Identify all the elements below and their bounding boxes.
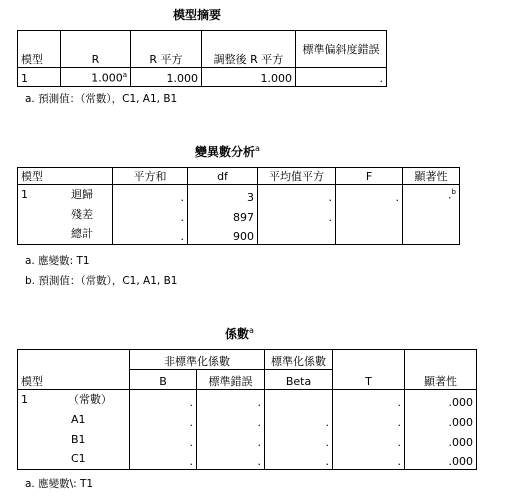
anova-header-sum-of-squares: 平方和 (113, 168, 188, 185)
model-summary-footnote-a: a. 預測值：（常數），C1, A1, B1 (25, 93, 178, 105)
coef-constant-b: . (130, 390, 197, 410)
coef-row-a1-label (18, 410, 130, 430)
coef-header-beta: Beta (265, 370, 333, 390)
coef-header-unstandardized: 非標準化係數 (130, 350, 265, 370)
coef-c1-label: C1 (71, 452, 86, 465)
anova-residual-f (336, 205, 403, 225)
coef-header-std-error: 標準錯誤 (197, 370, 265, 390)
cell-r-square: 1.000 (131, 68, 202, 87)
row-model-id: 1 (18, 68, 61, 87)
header-r-square: R 平方 (131, 31, 202, 68)
header-adjusted-r-square: 調整後 R 平方 (202, 31, 296, 68)
coef-a1-t: . (333, 410, 405, 430)
anova-residual-ss: . (113, 205, 188, 225)
coef-header-b: B (130, 370, 197, 390)
coef-c1-beta: . (265, 450, 333, 470)
coef-constant-significance: .000 (405, 390, 477, 410)
coefficients-footnote-a: a. 應變數\: T1 (25, 478, 94, 490)
anova-row-regression-label (18, 185, 113, 205)
anova-regression-sig-footnote-mark: b (451, 188, 456, 196)
anova-residual-significance (403, 205, 460, 225)
anova-header-df: df (188, 168, 258, 185)
anova-residual-df: 897 (188, 205, 258, 225)
coefficients-title-footnote-mark: a (249, 326, 254, 335)
anova-regression-f: . (336, 185, 403, 205)
anova-total-f (336, 225, 403, 245)
coef-b1-t: . (333, 430, 405, 450)
anova-regression-sig-value: . (448, 188, 452, 202)
anova-header-significance: 顯著性 (403, 168, 460, 185)
anova-footnote-b: b. 預測值：（常數），C1, A1, B1 (25, 275, 178, 287)
anova-header-f: F (336, 168, 403, 185)
anova-total-label: 總計 (71, 227, 93, 240)
anova-total-ms (258, 225, 336, 245)
coef-header-significance: 顯著性 (405, 350, 477, 390)
header-r: R (61, 31, 131, 68)
coef-model-id: 1 (21, 392, 28, 406)
coef-b1-significance: .000 (405, 430, 477, 450)
anova-regression-ms: . (258, 185, 336, 205)
anova-row-total-label (18, 225, 113, 245)
coef-header-standardized: 標準化係數 (265, 350, 333, 370)
coef-constant-beta (265, 390, 333, 410)
anova-residual-label: 殘差 (71, 207, 93, 221)
cell-std-error: . (296, 68, 387, 87)
coefficients-table (17, 349, 477, 470)
coef-a1-label: A1 (71, 412, 86, 426)
coef-c1-significance: .000 (405, 450, 477, 470)
coef-header-t: T (333, 350, 405, 390)
anova-header-model: 模型 (18, 168, 113, 185)
model-summary-title (173, 6, 221, 23)
coef-b1-b: . (130, 430, 197, 450)
coef-b1-se: . (197, 430, 265, 450)
cell-r (61, 68, 131, 87)
coefficients-title (225, 325, 254, 342)
anova-table (17, 167, 460, 245)
anova-total-ss: . (113, 225, 188, 245)
anova-footnote-a: a. 應變數: T1 (25, 255, 90, 267)
anova-title (195, 143, 260, 160)
anova-regression-significance (403, 185, 460, 205)
anova-regression-ss: . (113, 185, 188, 205)
anova-title-text: 變異數分析 (195, 145, 256, 159)
model-summary-table (17, 30, 387, 87)
coef-a1-beta: . (265, 410, 333, 430)
coef-row-b1-label (18, 430, 130, 450)
coef-b1-label: B1 (71, 432, 86, 446)
coef-c1-se: . (197, 450, 265, 470)
cell-adjusted-r-square: 1.000 (202, 68, 296, 87)
anova-residual-ms: . (258, 205, 336, 225)
anova-regression-df: 3 (188, 185, 258, 205)
coef-constant-label: （常數） (68, 392, 112, 406)
coef-a1-significance: .000 (405, 410, 477, 430)
anova-model-id: 1 (21, 187, 28, 201)
coef-b1-beta: . (265, 430, 333, 450)
header-std-error: 標準偏斜度錯誤 (296, 31, 387, 68)
coef-constant-t: . (333, 390, 405, 410)
cell-r-value: 1.000 (91, 71, 123, 85)
anova-title-footnote-mark: a (255, 144, 260, 153)
coef-header-model: 模型 (18, 350, 130, 390)
coef-row-constant-label (18, 390, 130, 410)
coef-c1-t: . (333, 450, 405, 470)
cell-r-footnote-mark: a (122, 71, 127, 79)
coef-constant-se: . (197, 390, 265, 410)
header-model: 模型 (18, 31, 61, 68)
coef-a1-se: . (197, 410, 265, 430)
anova-regression-label: 迴歸 (71, 187, 93, 201)
anova-total-significance (403, 225, 460, 245)
anova-header-mean-square: 平均值平方 (258, 168, 336, 185)
coefficients-title-text: 係數 (225, 327, 250, 341)
coef-row-c1-label (18, 450, 130, 470)
coef-a1-b: . (130, 410, 197, 430)
anova-row-residual-label (18, 205, 113, 225)
coef-c1-b: . (130, 450, 197, 470)
anova-total-df: 900 (188, 225, 258, 245)
model-summary-title-text: 模型摘要 (173, 8, 222, 22)
